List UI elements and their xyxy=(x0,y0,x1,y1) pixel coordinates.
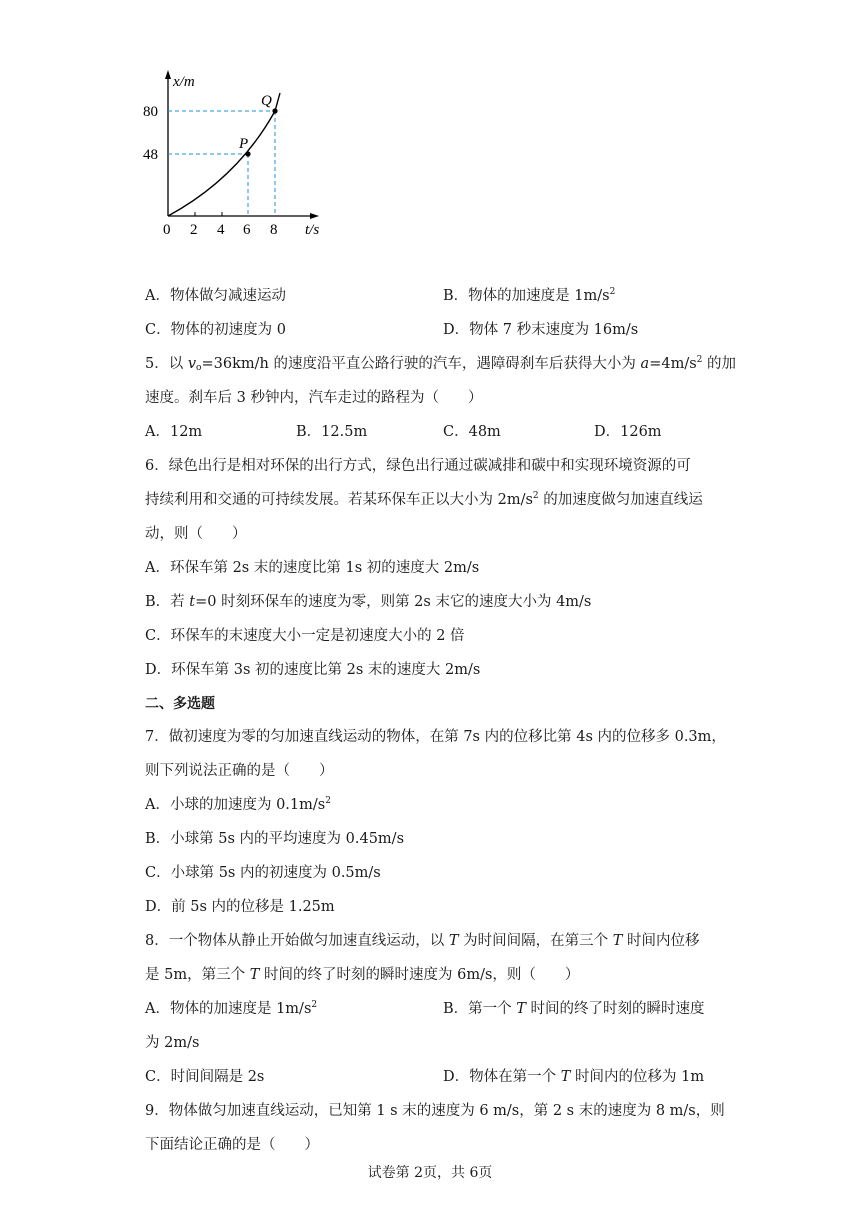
q4-option-d: D．物体 7 秒末速度为 16m/s xyxy=(443,322,639,338)
x-tick-8: 8 xyxy=(270,222,278,238)
q8-stem-line1: 8．一个物体从静止开始做匀加速直线运动，以 T 为时间间隔，在第三个 T 时间内位移 xyxy=(145,933,700,949)
q7-option-c: C．小球第 5s 内的初速度为 0.5m/s xyxy=(145,865,381,881)
q5-option-c: C．48m xyxy=(443,424,501,440)
q6-stem-line3: 动，则（ ） xyxy=(145,526,247,542)
point-p-label: P xyxy=(239,136,249,152)
q6-option-a: A．环保车第 2s 末的速度比第 1s 初的速度大 2m/s xyxy=(145,560,480,576)
q7-option-d: D．前 5s 内的位移是 1.25m xyxy=(145,899,335,915)
y-axis-label: x/m xyxy=(173,74,195,90)
q5-stem-line2: 速度。刹车后 3 秒钟内，汽车走过的路程为（ ） xyxy=(145,390,483,406)
q4-option-b: B．物体的加速度是 $1m/s^2$ xyxy=(443,287,616,304)
q5-option-d: D．126m xyxy=(594,424,662,440)
q8-option-c: C．时间间隔是 2s xyxy=(145,1069,265,1085)
q6-option-d: D．环保车第 3s 初的速度比第 2s 末的速度大 2m/s xyxy=(145,662,481,678)
y-axis-arrow xyxy=(165,70,171,79)
q4-option-a: A．物体做匀减速运动 xyxy=(145,288,286,304)
x-tick-4: 4 xyxy=(217,222,225,238)
q8-option-b-continued: 为 2m/s xyxy=(145,1035,200,1051)
q8-option-a: A．物体的加速度是 $1m/s^2$ xyxy=(145,1000,318,1017)
q6-stem-line2: 持续利用和交通的可持续发展。若某环保车正以大小为 $2m/s^2$ 的加速度做匀加速直线运 xyxy=(145,491,703,508)
x-axis-arrow xyxy=(310,213,319,219)
point-p-dot xyxy=(245,151,250,156)
point-q-dot xyxy=(272,108,277,113)
q5-stem-line1: 5．以 $v_o=36km/h$ 的速度沿平直公路行驶的汽车，遇障碍刹车后获得大小为 $a=4m/s^2$ 的加 xyxy=(145,355,736,373)
q7-option-a: A．小球的加速度为 $0.1m/s^2$ xyxy=(145,796,331,813)
q8-option-b: B．第一个 T 时间的终了时刻的瞬时速度 xyxy=(443,1001,705,1017)
y-tick-80: 80 xyxy=(143,104,158,120)
q7-stem-line2: 则下列说法正确的是（ ） xyxy=(145,763,334,779)
q6-option-c: C．环保车的末速度大小一定是初速度大小的 2 倍 xyxy=(145,628,465,644)
section-heading-multiple-choice: 二、多选题 xyxy=(145,696,215,712)
q9-stem-line1: 9．物体做匀加速直线运动，已知第 1 s 末的速度为 6 m/s，第 2 s 末的速度为 8 m/s，则 xyxy=(145,1103,725,1119)
q7-option-b: B．小球第 5s 内的平均速度为 0.45m/s xyxy=(145,831,405,847)
q9-stem-line2: 下面结论正确的是（ ） xyxy=(145,1137,319,1153)
point-q-label: Q xyxy=(261,93,272,109)
x-axis-label: t/s xyxy=(305,222,320,238)
q8-stem-line2: 是 5m，第三个 T 时间的终了时刻的瞬时速度为 6m/s，则（ ） xyxy=(145,967,580,983)
x-tick-0: 0 xyxy=(163,222,171,238)
q6-stem-line1: 6．绿色出行是相对环保的出行方式，绿色出行通过碳减排和碳中和实现环境资源的可 xyxy=(145,458,691,474)
q7-stem-line1: 7．做初速度为零的匀加速直线运动的物体，在第 7s 内的位移比第 4s 内的位移多 0.3m， xyxy=(145,729,726,745)
q5-option-a: A．12m xyxy=(145,424,203,440)
x-tick-2: 2 xyxy=(190,222,198,238)
position-time-graph xyxy=(138,68,338,240)
q4-option-c: C．物体的初速度为 0 xyxy=(145,322,286,338)
page-footer: 试卷第 2页，共 6页 xyxy=(367,1165,493,1181)
q8-option-d: D．物体在第一个 T 时间内的位移为 1m xyxy=(443,1069,705,1085)
q6-option-b: B．若 t=0 时刻环保车的速度为零，则第 2s 末它的速度大小为 4m/s xyxy=(145,594,592,610)
x-tick-6: 6 xyxy=(243,222,251,238)
q5-option-b: B．12.5m xyxy=(296,424,368,440)
y-tick-48: 48 xyxy=(143,147,158,163)
